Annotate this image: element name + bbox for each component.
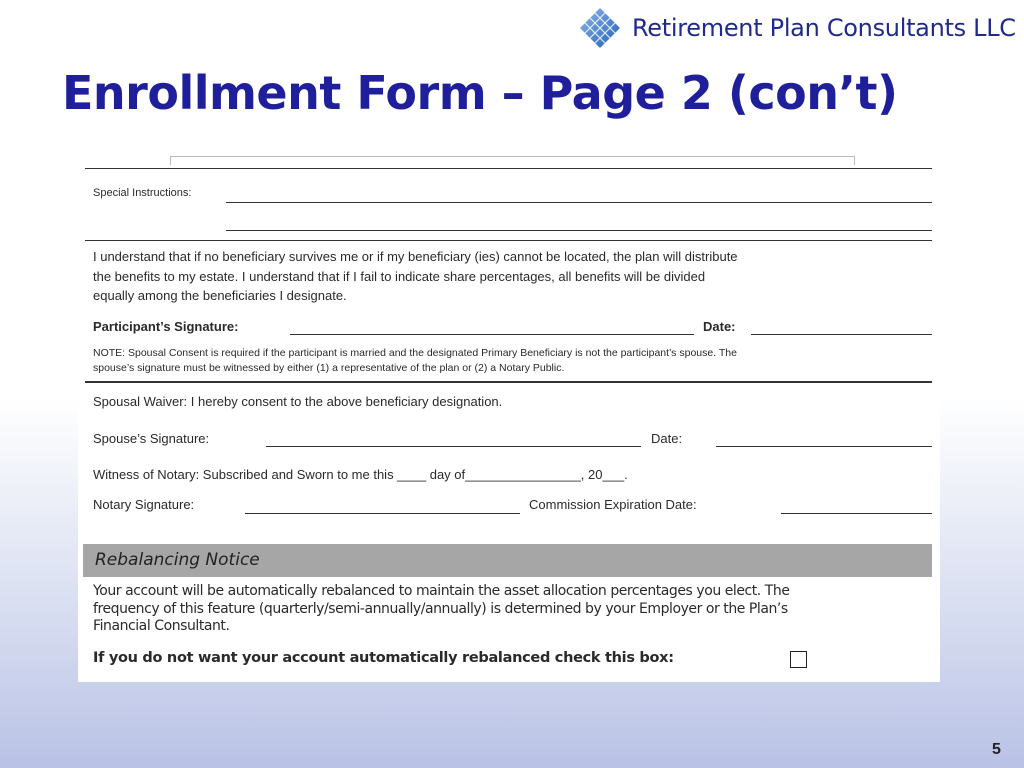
- page-title: Enrollment Form – Page 2 (con’t): [62, 66, 898, 120]
- page-number: 5: [992, 741, 1001, 758]
- rebalancing-notice-header: [83, 544, 932, 577]
- rebalancing-notice-title: Rebalancing Notice: [95, 550, 260, 570]
- witness-notary-text: Witness of Notary: Subscribed and Sworn to me this ____ day of________________, 20___.: [93, 467, 628, 482]
- participant-signature-label: Participant’s Signature:: [93, 319, 239, 334]
- beneficiary-paragraph: I understand that if no beneficiary survives me or if my beneficiary (ies) cannot be located, the plan will distribute the benefits to my estate. I understand that if I fail to indicate share percentages, all benefits will be divided equally among the beneficiaries I designate.: [93, 249, 738, 303]
- notary-signature-label: Notary Signature:: [93, 497, 195, 512]
- spouse-date-line[interactable]: [716, 446, 932, 447]
- rebalancing-paragraph: Your account will be automatically rebalanced to maintain the asset allocation percentages you elect. The frequency of this feature (quarterly/semi-annually/annually) is determined by your Employer or the Plan’s Financial Consultant.: [93, 583, 790, 634]
- rebalance-opt-out-checkbox[interactable]: [790, 651, 807, 668]
- participant-date-label: Date:: [703, 319, 736, 334]
- commission-expiration-line[interactable]: [781, 513, 932, 514]
- divider: [85, 381, 932, 383]
- participant-signature-line[interactable]: [290, 334, 694, 335]
- divider: [85, 168, 932, 169]
- company-name: Retirement Plan Consultants LLC: [632, 14, 1016, 42]
- rebalance-opt-out-text: If you do not want your account automatically rebalanced check this box:: [93, 650, 674, 666]
- special-instructions-label: Special Instructions:: [93, 187, 192, 199]
- form-header-strip: [170, 156, 855, 165]
- participant-date-line[interactable]: [751, 334, 932, 335]
- special-instructions-line-2[interactable]: [226, 230, 932, 231]
- divider: [85, 240, 932, 241]
- spouse-signature-label: Spouse’s Signature:: [93, 431, 210, 446]
- special-instructions-line-1[interactable]: [226, 202, 932, 203]
- spousal-consent-note: NOTE: Spousal Consent is required if the participant is married and the designated Primary Beneficiary is not the participant’s spouse. The spouse’s signature must be witnessed by either (1) a representative of the plan or (2) a Notary Public.: [93, 347, 737, 374]
- company-logo: [578, 6, 1016, 50]
- notary-signature-line[interactable]: [245, 513, 520, 514]
- enrollment-form: [78, 152, 940, 682]
- spousal-waiver-text: Spousal Waiver: I hereby consent to the above beneficiary designation.: [93, 394, 503, 409]
- commission-expiration-label: Commission Expiration Date:: [529, 497, 697, 512]
- diamond-grid-icon: [578, 6, 622, 50]
- spouse-signature-line[interactable]: [266, 446, 641, 447]
- spouse-date-label: Date:: [651, 431, 683, 446]
